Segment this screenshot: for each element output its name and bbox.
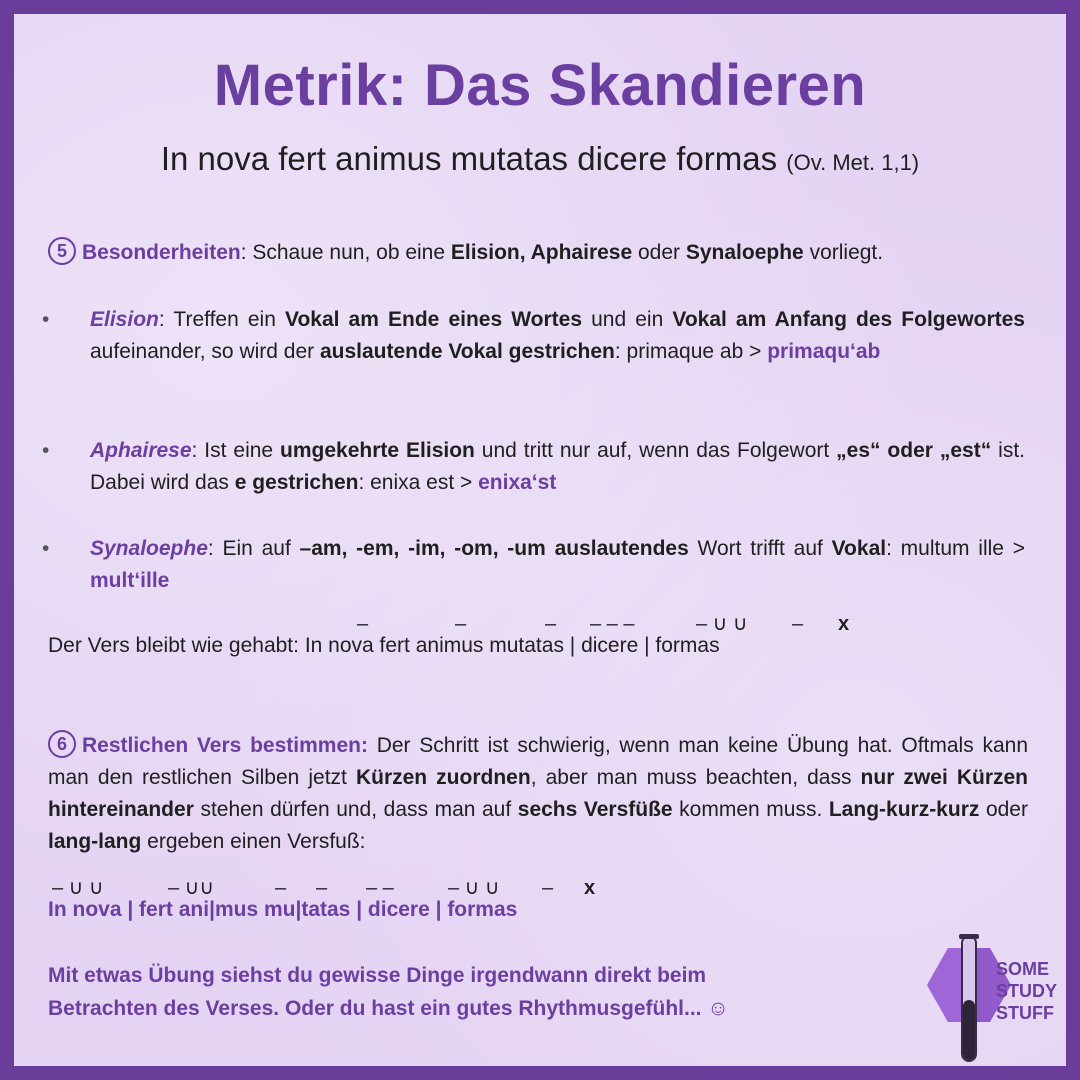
aphairese-text-1: : Ist eine — [191, 439, 281, 462]
step5-bold-1: Elision, Aphairese — [450, 241, 633, 264]
aphairese-text-3: ist. Dabei wird das — [90, 439, 1025, 494]
scansion-mark: – — [542, 877, 554, 899]
scansion-mark: – — [455, 613, 467, 635]
closing-line-2: Betrachten des Verses. Oder du hast ein gutes Rhythmusgefühl... ☺ — [48, 997, 729, 1020]
logo-text-line-2: STUDY — [996, 981, 1058, 1001]
scansion-mark: – — [792, 613, 804, 635]
step6-heading: Restlichen Vers bestimmen: — [82, 734, 368, 757]
verse-state-text: In nova fert animus mutatas | dicere | formas — [304, 634, 720, 657]
scanned-verse: In nova | fert ani|mus mu|tatas | dicere | formas — [48, 898, 518, 921]
step6-bold-5: lang-lang — [48, 830, 142, 853]
scansion-mark: – ∪ ∪ — [448, 877, 500, 899]
bullet-elision — [40, 304, 1025, 368]
bullet-synaloephe — [40, 533, 1025, 597]
bullet-dot-icon: • — [42, 439, 50, 462]
elision-text-2: und ein — [582, 308, 673, 331]
synaloephe-text-3: : multum ille > — [886, 537, 1025, 560]
bullet-aphairese — [40, 435, 1025, 499]
aphairese-text-2: und tritt nur auf, wenn das Folgewort — [474, 439, 837, 462]
synaloephe-text-2: Wort trifft auf — [688, 537, 832, 560]
step6-bold-2: nur zwei Kürzen hintereinander — [48, 766, 1029, 821]
verse-line — [0, 140, 1080, 178]
synaloephe-term: Synaloephe — [90, 537, 208, 560]
step5-text-2: oder — [632, 241, 686, 264]
elision-term: Elision — [90, 308, 159, 331]
step5-number-icon: 5 — [48, 237, 76, 265]
scansion-mark: – — [357, 613, 369, 635]
scansion-mark: – – – — [590, 613, 635, 635]
synaloephe-example: mult‘ille — [90, 569, 170, 592]
scansion-mark: – – — [366, 877, 394, 899]
step6-text-1: Der Schritt ist schwierig, wenn man keine Übung hat. Oftmals kann man den restlichen Silben jetzt — [48, 734, 1028, 789]
step6-number-icon: 6 — [48, 730, 76, 758]
elision-bold-3: auslautende Vokal gestrichen — [319, 340, 615, 363]
synaloephe-bold-1: –am, -em, -im, -om, -um auslautendes — [299, 537, 689, 560]
logo-test-tube-liquid — [963, 1000, 975, 1060]
verse-state-line — [48, 630, 1028, 662]
scansion-mark: x — [838, 613, 850, 635]
page-title: Metrik: Das Skandieren — [213, 53, 867, 118]
logo-text-line-3: STUFF — [996, 1003, 1054, 1023]
step5-text: : Schaue nun, ob eine — [240, 241, 451, 264]
verse-text: In nova fert animus mutatas dicere formas — [160, 140, 778, 177]
step6-text-6: ergeben einen Versfuß: — [141, 830, 366, 853]
step5-text-3: vorliegt. — [803, 241, 884, 264]
step6-bold-3: sechs Versfüße — [517, 798, 673, 821]
elision-bold-2: Vokal am Anfang des Folgewortes — [672, 308, 1025, 331]
bullet-dot-icon: • — [42, 537, 50, 560]
scansion-mark: – — [275, 877, 287, 899]
step5-bold-2: Synaloephe — [685, 241, 804, 264]
verse-state-intro: Der Vers bleibt wie gehabt: — [48, 634, 305, 657]
bullet-dot-icon: • — [42, 308, 50, 331]
elision-text-3: aufeinander, so wird der — [90, 340, 320, 363]
aphairese-bold-1: umgekehrte Elision — [280, 439, 475, 462]
scansion-mark: – ∪ ∪ — [52, 877, 104, 899]
logo-text-line-1: SOME — [996, 959, 1050, 979]
step6-text-2: , aber man muss beachten, dass — [530, 766, 861, 789]
aphairese-example: enixa‘st — [478, 471, 557, 494]
step6-text-5: oder — [979, 798, 1028, 821]
closing-line-1: Mit etwas Übung siehst du gewisse Dinge irgendwann direkt beim — [48, 964, 707, 987]
step6-text-3: stehen dürfen und, dass man auf — [193, 798, 518, 821]
aphairese-bold-2: „es“ oder „est“ — [836, 439, 992, 462]
step5-heading: Besonderheiten — [82, 241, 241, 264]
scansion-mark: – — [545, 613, 557, 635]
scansion-mark: x — [584, 877, 596, 899]
aphairese-bold-3: e gestrichen — [234, 471, 359, 494]
aphairese-term: Aphairese — [90, 439, 192, 462]
elision-text-1: : Treffen ein — [158, 308, 285, 331]
step6-bold-1: Kürzen zuordnen — [355, 766, 531, 789]
elision-example: primaqu‘ab — [767, 340, 881, 363]
synaloephe-bold-2: Vokal — [831, 537, 887, 560]
step6-text-4: kommen muss. — [672, 798, 829, 821]
step6-bold-4: Lang-kurz-kurz — [828, 798, 980, 821]
scansion-mark: – ∪ ∪ — [696, 613, 748, 635]
synaloephe-text-1: : Ein auf — [207, 537, 300, 560]
verse-reference: (Ov. Met. 1,1) — [786, 150, 920, 175]
logo-test-tube-rim — [959, 934, 979, 939]
elision-bold-1: Vokal am Ende eines Wortes — [285, 308, 583, 331]
closing-text — [48, 959, 1028, 1025]
step5-intro — [48, 237, 1028, 269]
scansion-mark: – ∪∪ — [168, 877, 214, 899]
step6-paragraph — [48, 730, 1028, 858]
elision-text-4: : primaque ab > — [614, 340, 768, 363]
aphairese-text-4: : enixa est > — [358, 471, 479, 494]
scansion-mark: – — [316, 877, 328, 899]
logo-text — [996, 958, 1066, 1024]
